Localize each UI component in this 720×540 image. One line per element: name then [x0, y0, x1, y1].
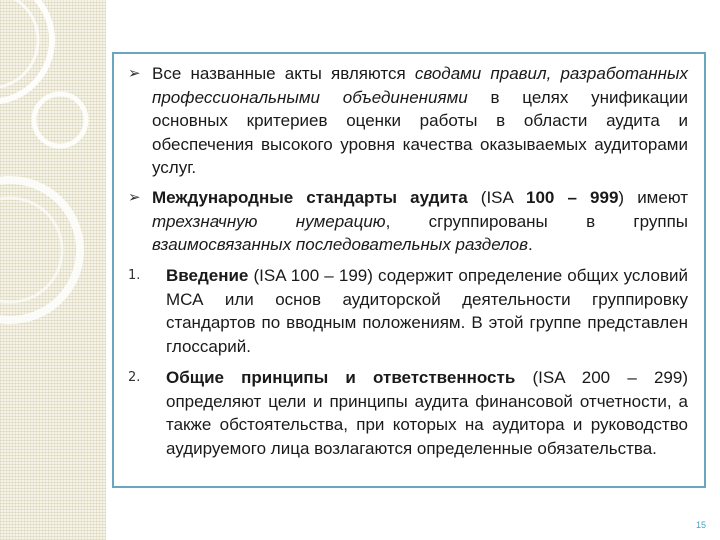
item-text: Все названные акты являются сводами правил, разработанных профессиональными объединениями в целях унификации основных критериев оценки работы в области аудита и обеспечения высокого уровня качества оказываемых аудиторами услуг. [152, 64, 689, 177]
arrow-bullet-icon: ➢ [128, 65, 141, 82]
page-number: 15 [695, 520, 706, 530]
item-number: 1. [128, 268, 141, 283]
item-text: Международные стандарты аудита (ISA 100 – 999) имеют трехзначную нумерацию, сгруппированы в группы взаимосвязанных последовательных разделов. [152, 188, 688, 254]
arrow-bullet-icon: ➢ [128, 189, 141, 206]
slide-content-box [112, 52, 706, 488]
decorative-circles [0, 0, 106, 540]
item-text: Введение (ISA 100 – 199) содержит определение общих условий МСА или основ аудиторской деятельности группировку стандартов по вводным положениям. В этой группе представлен глоссарий. [166, 266, 688, 356]
decorative-left-band [0, 0, 106, 540]
item-text: Общие принципы и ответственность (ISA 200 – 299) определяют цели и принципы аудита финансовой отчетности, а также обстоятельства, при которых на аудитора и руководство аудируемого лица возлагаются определенные обязательства. [166, 368, 688, 458]
item-number: 2. [128, 370, 141, 385]
